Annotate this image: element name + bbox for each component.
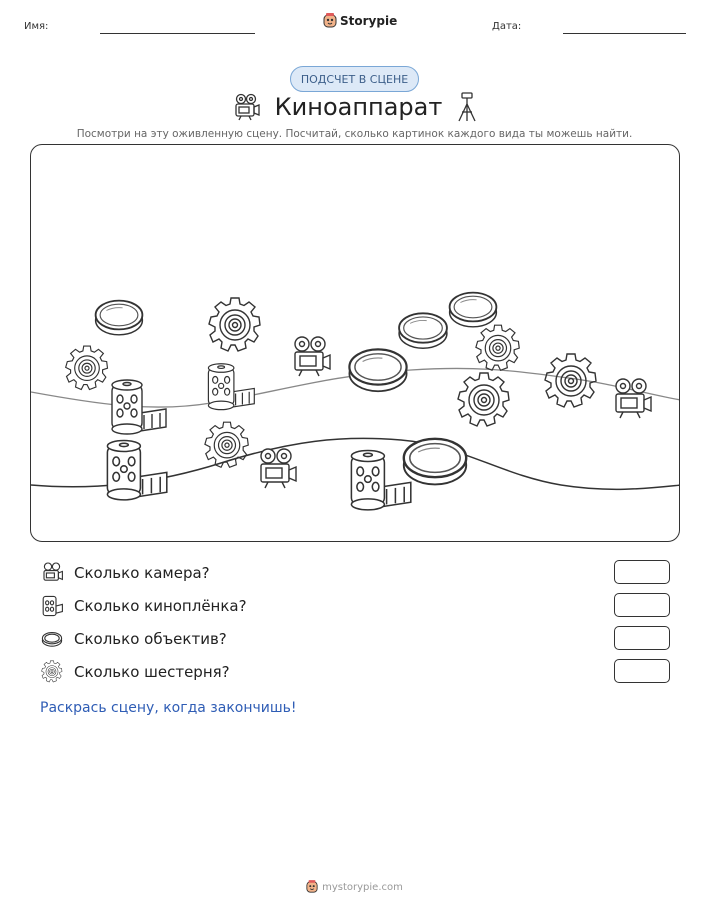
tripod-icon bbox=[456, 92, 478, 122]
title-row bbox=[0, 92, 709, 122]
gear-icon bbox=[40, 660, 64, 684]
question-text: Сколько камера? bbox=[74, 564, 210, 582]
name-field[interactable] bbox=[100, 33, 255, 34]
answer-box-film-reel[interactable] bbox=[614, 593, 670, 617]
lens-icon bbox=[96, 301, 143, 335]
lens-icon bbox=[404, 439, 466, 485]
lens-icon bbox=[450, 293, 497, 327]
activity-badge: ПОДСЧЕТ В СЦЕНЕ bbox=[290, 66, 419, 92]
question-text: Сколько объектив? bbox=[74, 630, 227, 648]
question-text: Сколько шестерня? bbox=[74, 663, 230, 681]
answer-box-gear[interactable] bbox=[614, 659, 670, 683]
gear-icon bbox=[476, 325, 519, 370]
question-row-film-reel bbox=[40, 593, 670, 619]
film-reel-icon bbox=[107, 441, 166, 500]
camera-icon bbox=[231, 93, 261, 121]
question-row-lens bbox=[40, 626, 670, 652]
counting-scene[interactable] bbox=[30, 144, 680, 542]
footer-brand bbox=[0, 880, 709, 894]
question-row-gear bbox=[40, 659, 670, 685]
lens-icon bbox=[349, 349, 406, 391]
lens-icon bbox=[399, 313, 447, 348]
question-row-camera bbox=[40, 560, 670, 586]
date-label: Дата: bbox=[492, 21, 522, 32]
brand-name: Storypie bbox=[340, 14, 398, 28]
camera-icon bbox=[261, 449, 296, 488]
question-text: Сколько киноплёнка? bbox=[74, 597, 247, 615]
instructions: Посмотри на эту оживленную сцену. Посчитай, сколько картинок каждого вида ты можешь найти. bbox=[76, 128, 633, 140]
coloring-note: Раскрась сцену, когда закончишь! bbox=[40, 700, 297, 716]
film-reel-icon bbox=[351, 451, 410, 510]
film-reel-icon bbox=[40, 594, 64, 618]
name-label: Имя: bbox=[24, 21, 49, 32]
brand-logo bbox=[323, 13, 397, 29]
gear-icon bbox=[458, 373, 509, 426]
gear-icon bbox=[66, 346, 108, 389]
gear-icon bbox=[209, 298, 260, 351]
film-reel-icon bbox=[208, 364, 254, 410]
answer-box-camera[interactable] bbox=[614, 560, 670, 584]
storypie-mascot-icon bbox=[323, 13, 337, 29]
scene-illustration bbox=[31, 145, 680, 542]
page-title: Киноаппарат bbox=[274, 93, 443, 121]
footer-url: mystorypie.com bbox=[322, 881, 403, 893]
lens-icon bbox=[40, 627, 64, 651]
date-field[interactable] bbox=[563, 33, 686, 34]
storypie-mascot-icon bbox=[306, 880, 318, 894]
camera-icon bbox=[295, 337, 330, 376]
camera-icon bbox=[40, 561, 64, 585]
answer-box-lens[interactable] bbox=[614, 626, 670, 650]
camera-icon bbox=[616, 379, 651, 418]
